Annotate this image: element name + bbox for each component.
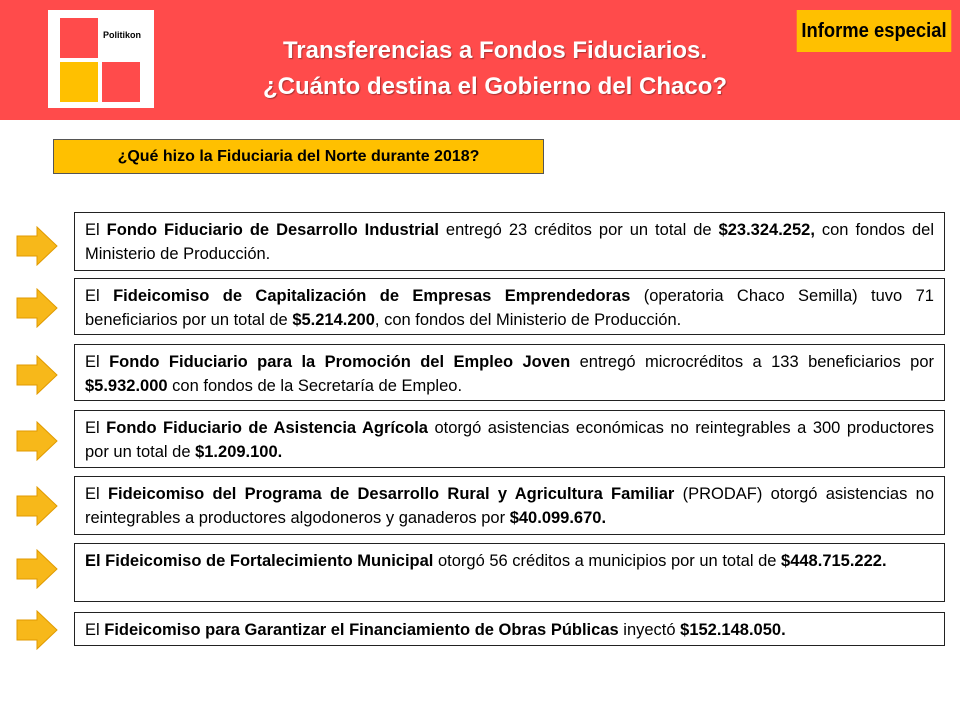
politikon-logo — [48, 10, 154, 108]
title-line-1: Transferencias a Fondos Fiduciarios. — [282, 37, 708, 64]
fund-name: Fideicomiso de Capitalización de Empresas Emprendedoras — [113, 287, 631, 305]
fund-name: Fideicomiso para Garantizar el Financiamiento de Obras Públicas — [104, 621, 619, 639]
item-text-box: El Fondo Fiduciario para la Promoción del Empleo Joven entregó microcréditos a 133 beneficiarios por $5.932.000 con fondos de la Secretaría de Empleo. — [74, 344, 945, 401]
amount: $23.324.252, — [718, 221, 815, 239]
title-line-2: ¿Cuánto destina el Gobierno del Chaco? — [262, 73, 728, 100]
page-title — [160, 33, 830, 105]
item-text-box: El Fideicomiso del Programa de Desarrollo Rural y Agricultura Familiar (PRODAF) otorgó asistencias no reintegrables a productores algodoneros y ganaderos por $40.099.670. — [74, 476, 945, 535]
item-text-box: El Fideicomiso de Capitalización de Empresas Emprendedoras (operatoria Chaco Semilla) tuvo 71 beneficiarios por un total de $5.214.200, con fondos del Ministerio de Producción. — [74, 278, 945, 335]
amount: $448.715.222. — [781, 552, 887, 570]
fund-name: Fondo Fiduciario de Asistencia Agrícola — [106, 419, 428, 437]
header-banner — [0, 0, 960, 120]
amount: $40.099.670. — [509, 509, 607, 527]
fund-name: Fondo Fiduciario para la Promoción del Empleo Joven — [109, 353, 571, 371]
amount: $5.932.000 — [85, 377, 168, 395]
item-text-box: El Fondo Fiduciario de Desarrollo Industrial entregó 23 créditos por un total de $23.324.252, con fondos del Ministerio de Producción. — [74, 212, 945, 271]
arrow-right-icon — [15, 288, 59, 328]
amount: $152.148.050. — [680, 621, 786, 639]
arrow-right-icon — [15, 549, 59, 589]
logo-text: Politikon — [103, 30, 141, 40]
arrow-right-icon — [15, 421, 59, 461]
logo-square-red-2 — [102, 62, 140, 102]
fund-name: El Fideicomiso de Fortalecimiento Municipal — [85, 552, 434, 570]
logo-square-red — [60, 18, 98, 58]
logo-square-yellow — [60, 62, 98, 102]
item-text-box: El Fondo Fiduciario de Asistencia Agrícola otorgó asistencias económicas no reintegrables a 300 productores por un total de $1.209.100. — [74, 410, 945, 468]
arrow-right-icon — [15, 486, 59, 526]
report-badge: Informe especial — [797, 10, 952, 52]
fund-name: Fondo Fiduciario de Desarrollo Industrial — [106, 221, 439, 239]
question-heading: ¿Qué hizo la Fiduciaria del Norte durante 2018? — [53, 139, 544, 174]
arrow-right-icon — [15, 226, 59, 266]
item-text-box: El Fideicomiso de Fortalecimiento Municipal otorgó 56 créditos a municipios por un total de $448.715.222. — [74, 543, 945, 602]
fund-name: Fideicomiso del Programa de Desarrollo Rural y Agricultura Familiar — [107, 485, 675, 503]
amount: $5.214.200 — [292, 311, 375, 329]
item-text-box: El Fideicomiso para Garantizar el Financiamiento de Obras Públicas inyectó $152.148.050. — [74, 612, 945, 646]
arrow-right-icon — [15, 355, 59, 395]
arrow-right-icon — [15, 610, 59, 650]
amount: $1.209.100. — [195, 443, 283, 461]
